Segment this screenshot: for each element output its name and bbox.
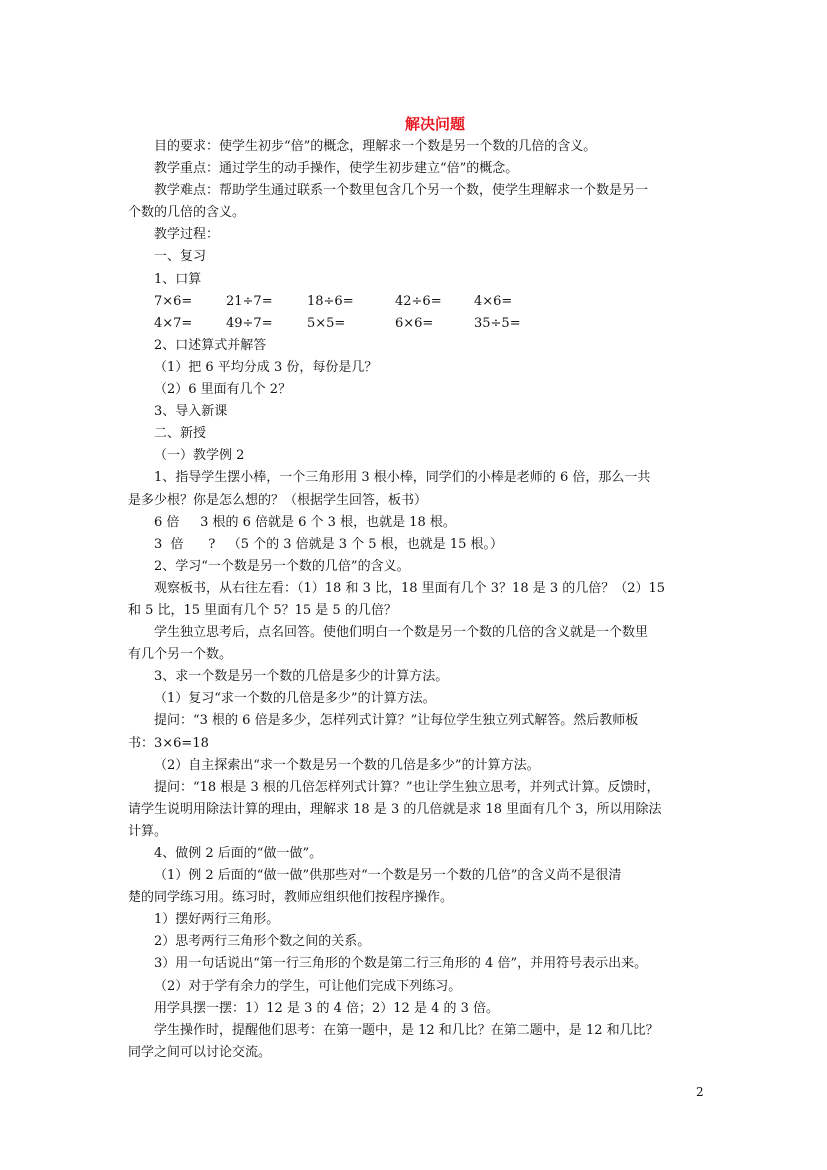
step3-sub2-question-cont: 请学生说明用除法计算的理由，理解求 18 是 3 的几倍就是求 18 里面有几个 3，所以用除法 xyxy=(128,801,662,817)
difficulty-line-cont: 个数的几倍的含义。 xyxy=(128,205,246,221)
difficulty-line: 教学难点：帮助学生通过联系一个数里包含几个另一个数，使学生理解求一个数是另一 xyxy=(154,183,649,199)
step3-sub1: （1）复习“求一个数的几倍是多少”的计算方法。 xyxy=(154,691,436,707)
oral-item: 18÷6= xyxy=(307,293,354,309)
step3-sub2: （2）自主探索出“求一个数是另一个数的几倍是多少”的计算方法。 xyxy=(154,757,540,773)
think-line-cont: 有几个另一个数。 xyxy=(128,647,233,663)
oral-row-2 xyxy=(154,313,674,335)
step1-line-cont: 是多少根？你是怎么想的？（根据学生回答，板书） xyxy=(128,492,428,508)
board-line-2: 3 倍 ? （5 个的 3 倍就是 3 个 5 根，也就是 15 根。） xyxy=(154,536,504,552)
oral-item: 4×6= xyxy=(474,293,513,309)
step4-sub1: （1）例 2 后面的“做一做”供那些对“一个数是另一个数的几倍”的含义尚不是很清 xyxy=(154,868,622,884)
step4-sub2: （2）对于学有余力的学生，可让他们完成下列练习。 xyxy=(154,978,462,994)
document-body xyxy=(128,112,674,1064)
oral-heading: 1、口算 xyxy=(154,271,202,287)
observe-line: 观察板书，从右往左看：（1）18 和 3 比，18 里面有几个 3？18 是 3 的几倍？（2）15 xyxy=(154,580,666,596)
page-number: 2 xyxy=(696,1085,704,1099)
step3-sub2-question-end: 计算。 xyxy=(128,823,168,839)
oral-item: 49÷7= xyxy=(226,315,273,331)
oral-item: 4×7= xyxy=(154,315,193,331)
remind-line-cont: 同学之间可以讨论交流。 xyxy=(128,1044,272,1060)
step1-line: 1、指导学生摆小棒，一个三角形用 3 根小棒，同学们的小棒是老师的 6 倍，那么一共 xyxy=(154,470,651,486)
intro-heading: 3、导入新课 xyxy=(154,404,228,420)
oral-item: 7×6= xyxy=(154,293,193,309)
example-heading: （一）教学例 2 xyxy=(154,448,245,464)
tools-line: 用学具摆一摆：1）12 是 3 的 4 倍；2）12 是 4 的 3 倍。 xyxy=(154,1000,500,1016)
question-1: （1）把 6 平均分成 3 份，每份是几？ xyxy=(154,359,378,375)
oral-item: 42÷6= xyxy=(395,293,442,309)
oral-answer-heading: 2、口述算式并解答 xyxy=(154,337,267,353)
step3-line: 3、求一个数是另一个数的几倍是多少的计算方法。 xyxy=(154,669,449,685)
document-title: 解决问题 xyxy=(404,115,465,133)
operation-2: 2）思考两行三角形个数之间的关系。 xyxy=(154,934,371,950)
remind-line: 学生操作时，提醒他们思考：在第一题中，是 12 和几比？在第二题中，是 12 和几比？ xyxy=(154,1022,659,1038)
oral-row-1 xyxy=(154,291,674,313)
review-heading: 一、复习 xyxy=(154,249,207,265)
process-heading: 教学过程： xyxy=(154,227,220,243)
step3-question: 提问：“3 根的 6 倍是多少，怎样列式计算？”让每位学生独立列式解答。然后教师板 xyxy=(154,713,639,729)
step3-sub2-question: 提问：“18 根是 3 根的几倍怎样列式计算？”也让学生独立思考，并列式计算。反馈时， xyxy=(154,779,660,795)
operation-1: 1）摆好两行三角形。 xyxy=(154,912,280,928)
new-heading: 二、新授 xyxy=(154,426,207,442)
operation-3: 3）用一句话说出“第一行三角形的个数是第二行三角形的 4 倍”，并用符号表示出来。 xyxy=(154,956,648,972)
question-2: （2）6 里面有几个 2？ xyxy=(154,382,292,398)
oral-item: 21÷7= xyxy=(226,293,273,309)
think-line: 学生独立思考后，点名回答。使他们明白一个数是另一个数的几倍的含义就是一个数里 xyxy=(154,625,649,641)
key-line: 教学重点：通过学生的动手操作，使学生初步建立“倍”的概念。 xyxy=(154,161,519,177)
goal-line: 目的要求：使学生初步“倍”的概念，理解求一个数是另一个数的几倍的含义。 xyxy=(154,139,597,154)
oral-item: 5×5= xyxy=(307,315,346,331)
oral-item: 6×6= xyxy=(395,315,434,331)
step4-sub1-cont: 楚的同学练习用。练习时，教师应组织他们按程序操作。 xyxy=(128,890,454,906)
observe-line-cont: 和 5 比，15 里面有几个 5？15 是 5 的几倍？ xyxy=(128,602,397,618)
step3-question-cont: 书：3×6=18 xyxy=(128,735,209,751)
oral-item: 35÷5= xyxy=(474,315,521,331)
step4-line: 4、做例 2 后面的“做一做”。 xyxy=(154,846,323,861)
board-line-1: 6 倍 3 根的 6 倍就是 6 个 3 根，也就是 18 根。 xyxy=(154,514,456,530)
step2-line: 2、学习“一个数是另一个数的几倍”的含义。 xyxy=(154,558,410,574)
